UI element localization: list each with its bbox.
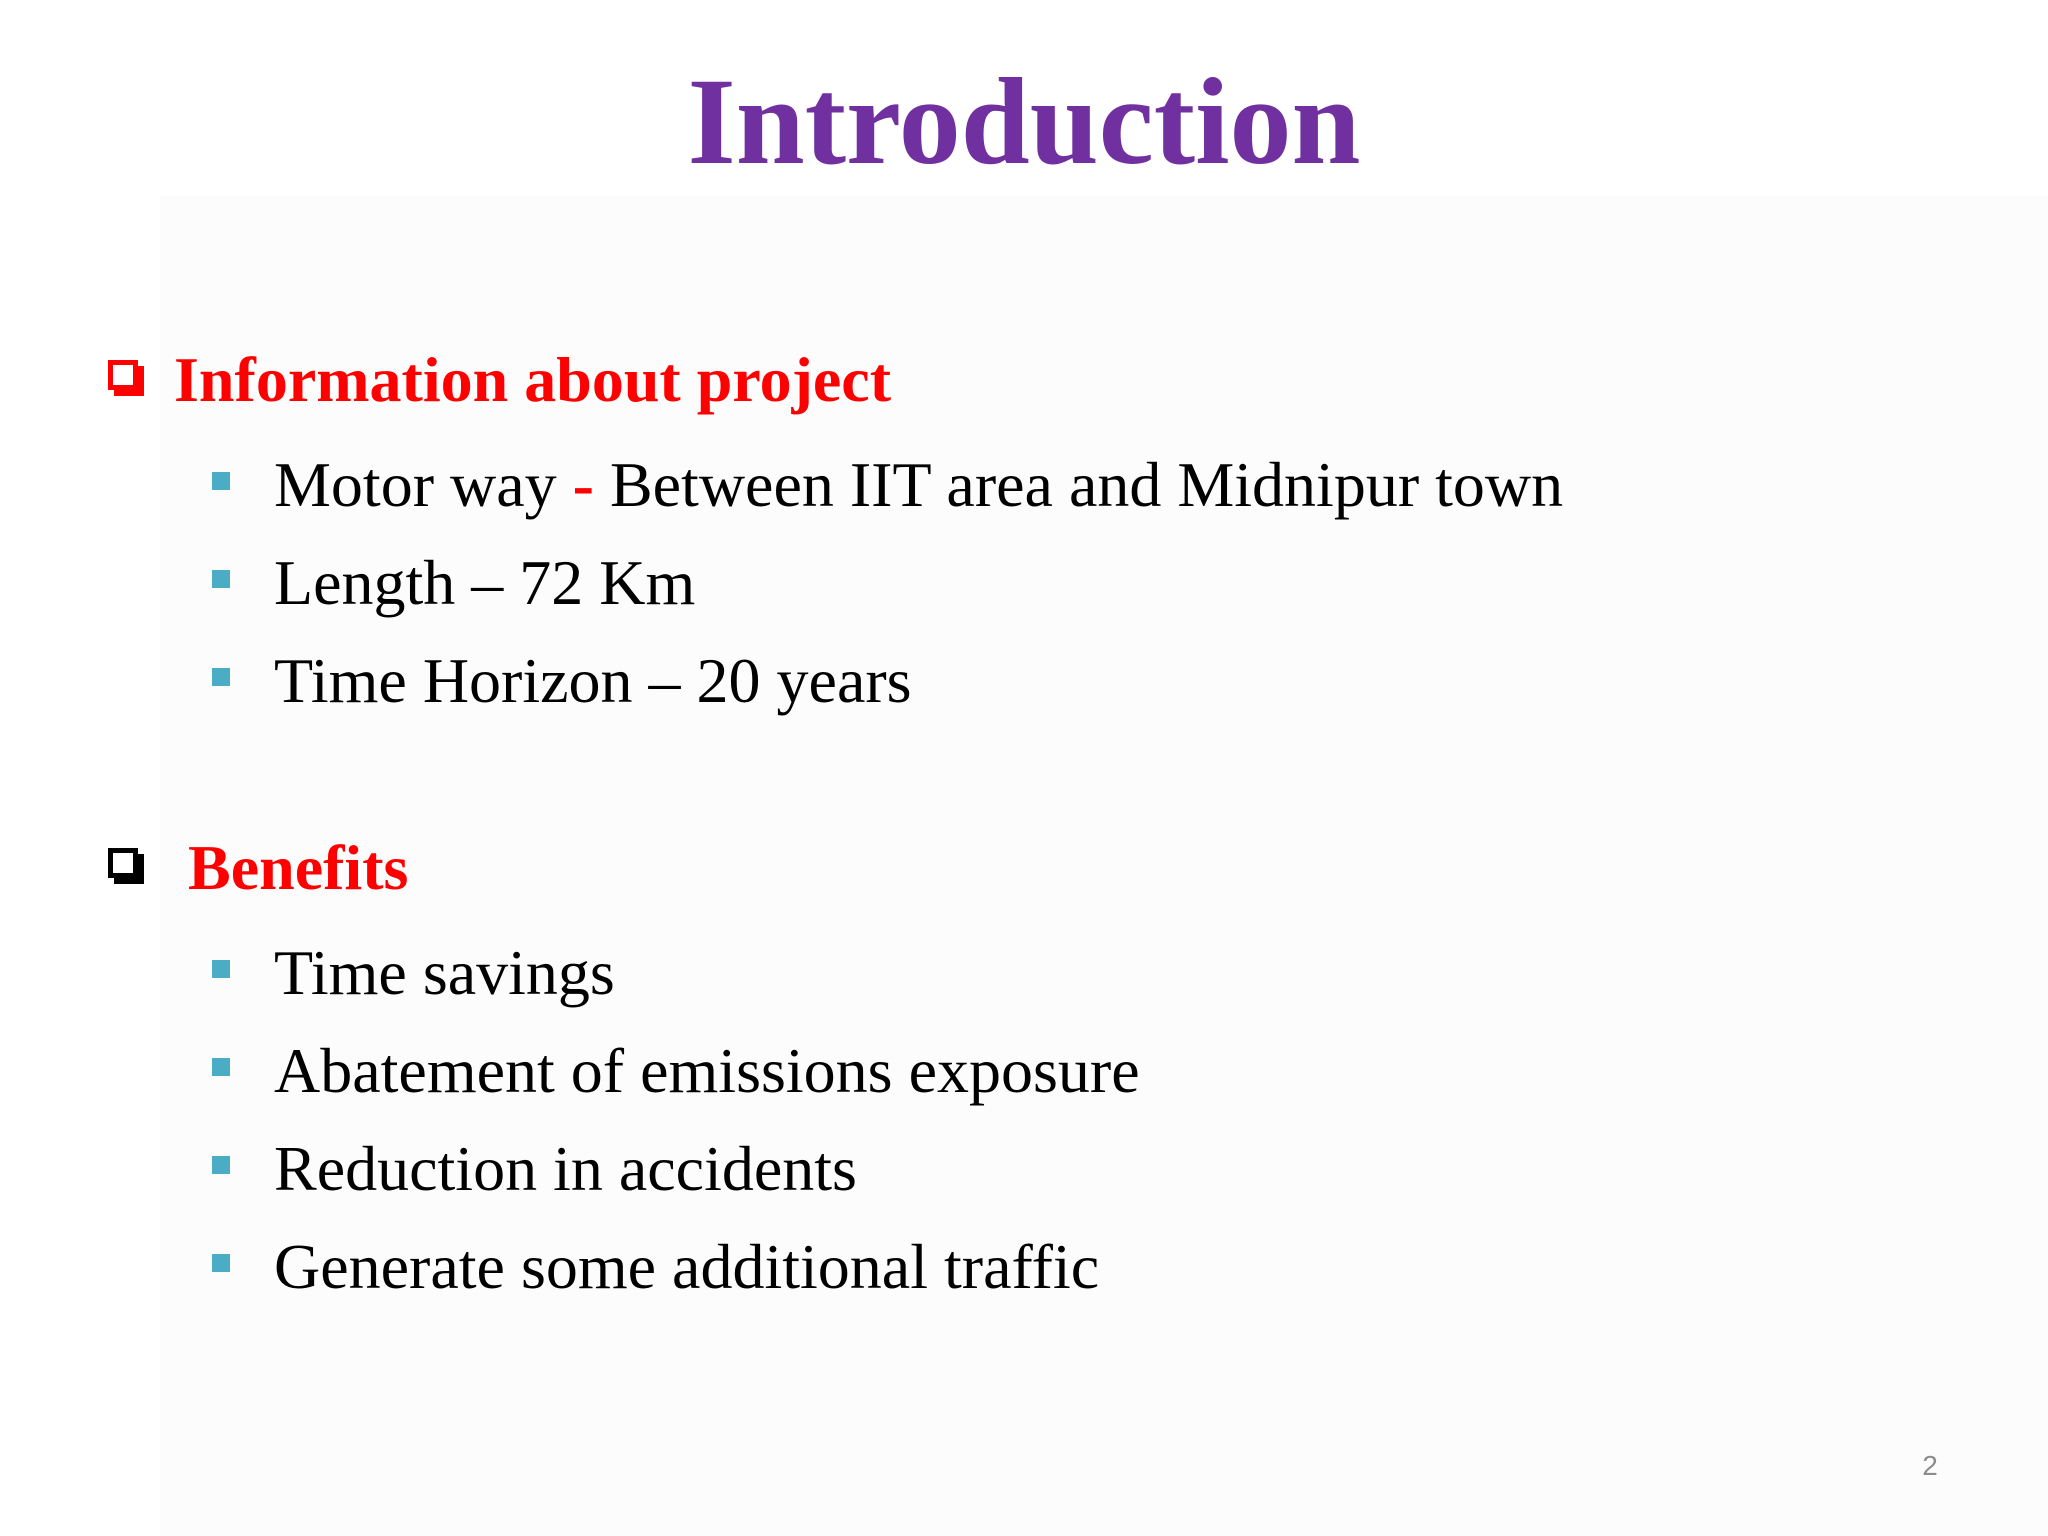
checkbox-icon — [108, 848, 148, 888]
list-item-text: Length – 72 Km — [274, 547, 696, 618]
square-bullet-icon — [212, 472, 230, 490]
square-bullet-icon — [212, 570, 230, 588]
list-item — [212, 1218, 1140, 1316]
item-label: Motor way — [274, 449, 573, 520]
list-item — [212, 924, 1140, 1022]
square-bullet-icon — [212, 960, 230, 978]
checkbox-icon — [108, 360, 148, 400]
list-item-text: Generate some additional traffic — [274, 1231, 1100, 1302]
list-item — [212, 1022, 1140, 1120]
slide-title: Introduction — [687, 53, 1361, 190]
square-bullet-icon — [212, 1156, 230, 1174]
section-heading-row — [108, 338, 891, 422]
square-bullet-icon — [212, 1254, 230, 1272]
list-item — [212, 534, 1563, 632]
page-number: 2 — [1922, 1450, 1938, 1481]
square-bullet-icon — [212, 668, 230, 686]
list-item — [212, 436, 1563, 534]
bullet-list — [212, 436, 1563, 730]
item-separator: - — [572, 449, 594, 520]
list-item — [212, 632, 1563, 730]
list-item — [212, 1120, 1140, 1218]
item-detail: Between IIT area and Midnipur town — [593, 449, 1564, 520]
bullet-list — [212, 924, 1140, 1316]
section-heading: Benefits — [188, 832, 409, 903]
section-heading-row — [108, 826, 408, 910]
square-bullet-icon — [212, 1058, 230, 1076]
list-item-text — [274, 443, 1563, 527]
section-heading: Information about project — [174, 344, 891, 415]
list-item-text: Time Horizon – 20 years — [274, 645, 912, 716]
list-item-text: Reduction in accidents — [274, 1133, 857, 1204]
list-item-text: Time savings — [274, 937, 615, 1008]
list-item-text: Abatement of emissions exposure — [274, 1035, 1140, 1106]
